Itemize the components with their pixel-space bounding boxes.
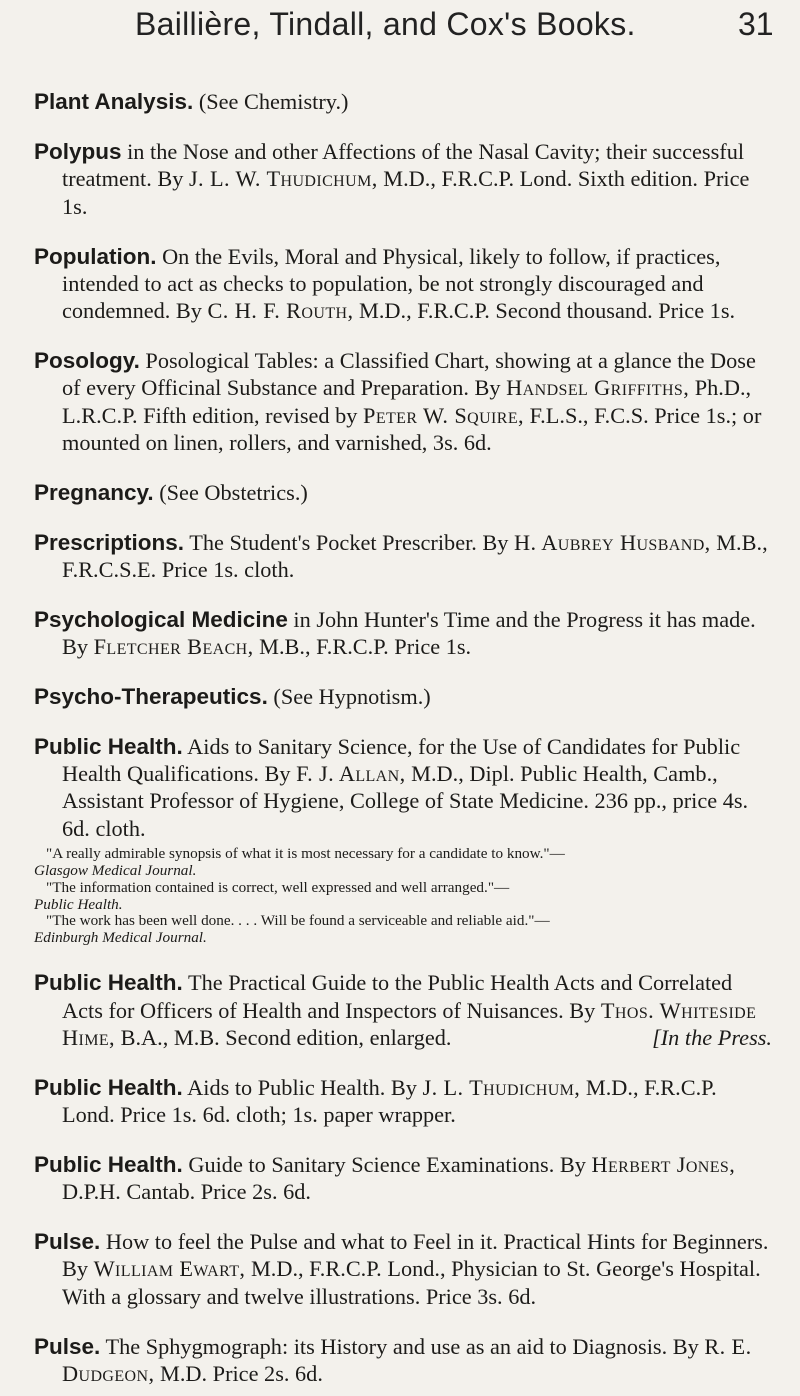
entry-text: The Sphygmograph: its History and use as an aid to Diagnosis. By xyxy=(105,1333,699,1359)
entry-headword: Public Health. xyxy=(34,1074,183,1100)
entry-plant-analysis xyxy=(34,88,772,115)
review-quote xyxy=(34,846,772,863)
entry-text: M.D., F.R.C.P. Lond. Price 1s. 6d. cloth; 1s. paper wrapper. xyxy=(62,1074,717,1128)
review-source: Public Health. xyxy=(34,895,123,913)
entry-text: F.L.S., F.C.S. Price 1s.; or mounted on linen, rollers, and varnished, 3s. 6d. xyxy=(62,402,762,456)
entry-author: F. J. Allan, xyxy=(296,760,406,786)
entry-author: Fletcher Beach, xyxy=(93,634,254,660)
review-text: "A really admirable synopsis of what it is most necessary for a candidate to know."— xyxy=(46,845,565,863)
entry-public-health-guide-exams xyxy=(34,1151,772,1206)
entry-author: C. H. F. Routh, xyxy=(207,298,354,324)
entry-author: Herbert Jones, xyxy=(591,1151,736,1177)
review-quote xyxy=(34,913,772,930)
entry-headword: Public Health. xyxy=(34,970,183,996)
review-text: "The work has been well done. . . . Will be found a serviceable and reliable aid."— xyxy=(46,912,550,930)
entry-text: M.D., Dipl. Public Health, Camb., Assistant Professor of Hygiene, College of State Medicine. 236 pp., price 4s. 6d. cloth. xyxy=(62,760,749,841)
entry-text: Aids to Sanitary Science, for the Use of Candidates for Public Health Qualifications. By xyxy=(62,733,741,786)
entry-text: M.D., F.R.C.P. Second thousand. Price 1s. xyxy=(359,298,736,324)
entry-headword: Pulse. xyxy=(34,1229,101,1255)
entry-author: J. L. W. Thudichum, xyxy=(188,166,378,192)
entry-author: H. Aubrey Husband, xyxy=(514,529,711,555)
entry-headword: Pulse. xyxy=(34,1333,101,1359)
entry-public-health-practical-guide xyxy=(34,969,772,1051)
review-source: Edinburgh Medical Journal. xyxy=(34,929,207,947)
review-quote xyxy=(34,880,772,914)
entry-text: The Student's Pocket Prescriber. By xyxy=(189,529,509,555)
running-title: Baillière, Tindall, and Cox's Books. xyxy=(135,6,636,42)
entry-text: Aids to Public Health. By xyxy=(187,1074,417,1100)
entry-text: M.B., F.R.C.S.E. Price 1s. cloth. xyxy=(62,529,768,583)
entry-text: The Practical Guide to the Public Health Acts and Correlated Acts for Officers of Health and Inspectors of Nuisances. By xyxy=(62,970,733,1023)
entry-psychological-medicine xyxy=(34,606,772,661)
entry-pulse-how-to-feel xyxy=(34,1228,772,1310)
entry-headword: Posology. xyxy=(34,348,140,374)
entry-public-health-aids-sanitary xyxy=(34,733,772,843)
entry-text: Guide to Sanitary Science Examinations. By xyxy=(188,1151,586,1177)
publication-status: [In the Press. xyxy=(652,1025,772,1051)
entry-text: (See Obstetrics.) xyxy=(159,479,308,505)
entry-text: D.P.H. Cantab. Price 2s. 6d. xyxy=(62,1179,311,1205)
entry-text: On the Evils, Moral and Physical, likely to follow, if practices, intended to act as checks to population, be not strongly discouraged and condemned. By xyxy=(62,243,721,324)
entry-pregnancy xyxy=(34,479,772,506)
entry-text: M.B., F.R.C.P. Price 1s. xyxy=(259,634,472,660)
entry-headword: Public Health. xyxy=(34,1151,183,1177)
entry-headword: Prescriptions. xyxy=(34,529,185,555)
entry-author: Handsel Griffiths, xyxy=(506,375,690,401)
entry-author: Thos. Whiteside Hime, xyxy=(62,997,757,1051)
press-reviews xyxy=(34,846,772,947)
entry-headword: Polypus xyxy=(34,139,122,164)
review-text: "The information contained is correct, well expressed and well arranged."— xyxy=(46,878,510,896)
entry-psycho-therapeutics xyxy=(34,683,772,710)
entry-pulse-sphygmograph xyxy=(34,1333,772,1388)
page-header xyxy=(0,6,800,56)
entry-text: in John Hunter's Time and the Progress it has made. By xyxy=(62,606,756,660)
entry-text: How to feel the Pulse and what to Feel in it. Practical Hints for Beginners. By xyxy=(62,1229,769,1282)
entry-headword: Population. xyxy=(34,243,157,269)
catalogue-entries xyxy=(34,66,772,1396)
entry-author: J. L. Thudichum, xyxy=(422,1074,581,1100)
entry-text: M.D. Price 2s. 6d. xyxy=(160,1360,323,1386)
entry-polypus xyxy=(34,138,772,220)
review-source: Glasgow Medical Journal. xyxy=(34,862,197,879)
entry-text: (See Hypnotism.) xyxy=(273,683,431,709)
entry-text: (See Chemistry.) xyxy=(198,89,349,115)
entry-author: William Ewart, xyxy=(93,1256,246,1282)
entry-public-health-aids xyxy=(34,1074,772,1129)
entry-author: Peter W. Squire, xyxy=(363,402,524,428)
entry-headword: Pregnancy. xyxy=(34,479,154,505)
entry-population xyxy=(34,243,772,325)
entry-headword: Public Health. xyxy=(34,733,183,759)
entry-posology xyxy=(34,347,772,457)
entry-headword: Psychological Medicine xyxy=(34,606,288,632)
entry-text: in the Nose and other Affections of the Nasal Cavity; their successful treatment. By xyxy=(62,139,745,192)
entry-text: M.D., F.R.C.P. Lond. Sixth edition. Price 1s. xyxy=(62,166,750,219)
entry-headword: Plant Analysis. xyxy=(34,89,194,115)
entry-headword: Psycho-Therapeutics. xyxy=(34,683,268,709)
entry-text: Posological Tables: a Classified Chart, showing at a glance the Dose of every Officinal Substance and Preparation. By xyxy=(62,348,756,401)
entry-author: R. E. Dudgeon, xyxy=(62,1333,752,1386)
entry-prescriptions xyxy=(34,529,772,584)
page-number: 31 xyxy=(738,6,774,42)
entry-text: B.A., M.B. Second edition, enlarged. xyxy=(120,1025,452,1051)
entry-text: M.D., F.R.C.P. Lond., Physician to St. George's Hospital. With a glossary and twelve illustrations. Price 3s. 6d. xyxy=(62,1256,761,1309)
entry-text: Ph.D., L.R.C.P. Fifth edition, revised by xyxy=(62,375,752,428)
